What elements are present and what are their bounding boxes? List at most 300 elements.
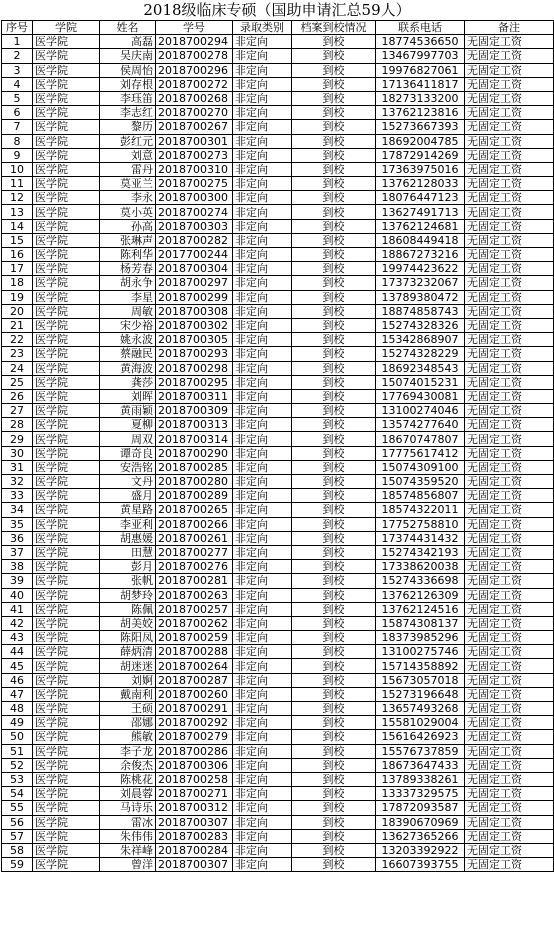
cell-college[interactable]: 医学院 bbox=[33, 191, 100, 205]
cell-name[interactable]: 刘晨蓉 bbox=[100, 787, 156, 801]
cell-college[interactable]: 医学院 bbox=[33, 730, 100, 744]
cell-admission-type[interactable]: 非定向 bbox=[233, 758, 292, 772]
cell-student-id[interactable]: 2018700298 bbox=[156, 361, 233, 375]
cell-admission-type[interactable]: 非定向 bbox=[233, 49, 292, 63]
cell-college[interactable]: 医学院 bbox=[33, 233, 100, 247]
cell-name[interactable]: 姚永波 bbox=[100, 333, 156, 347]
cell-note[interactable]: 无固定工资 bbox=[465, 517, 554, 531]
cell-name[interactable]: 朱伟伟 bbox=[100, 829, 156, 843]
cell-admission-type[interactable]: 非定向 bbox=[233, 702, 292, 716]
cell-name[interactable]: 熊敏 bbox=[100, 730, 156, 744]
cell-phone[interactable]: 15273196648 bbox=[376, 687, 465, 701]
cell-file-status[interactable]: 到校 bbox=[292, 49, 376, 63]
cell-file-status[interactable]: 到校 bbox=[292, 787, 376, 801]
cell-note[interactable]: 无固定工资 bbox=[465, 77, 554, 91]
cell-seq[interactable]: 28 bbox=[2, 418, 33, 432]
cell-college[interactable]: 医学院 bbox=[33, 758, 100, 772]
cell-student-id[interactable]: 2018700259 bbox=[156, 631, 233, 645]
cell-file-status[interactable]: 到校 bbox=[292, 219, 376, 233]
cell-note[interactable]: 无固定工资 bbox=[465, 120, 554, 134]
cell-note[interactable]: 无固定工资 bbox=[465, 588, 554, 602]
cell-student-id[interactable]: 2018700309 bbox=[156, 404, 233, 418]
cell-phone[interactable]: 13337329575 bbox=[376, 787, 465, 801]
cell-seq[interactable]: 6 bbox=[2, 106, 33, 120]
cell-admission-type[interactable]: 非定向 bbox=[233, 616, 292, 630]
cell-seq[interactable]: 38 bbox=[2, 560, 33, 574]
cell-note[interactable]: 无固定工资 bbox=[465, 262, 554, 276]
cell-file-status[interactable]: 到校 bbox=[292, 531, 376, 545]
cell-student-id[interactable]: 2018700282 bbox=[156, 233, 233, 247]
cell-admission-type[interactable]: 非定向 bbox=[233, 162, 292, 176]
cell-note[interactable]: 无固定工资 bbox=[465, 389, 554, 403]
cell-file-status[interactable]: 到校 bbox=[292, 177, 376, 191]
cell-college[interactable]: 医学院 bbox=[33, 276, 100, 290]
cell-admission-type[interactable]: 非定向 bbox=[233, 347, 292, 361]
cell-admission-type[interactable]: 非定向 bbox=[233, 446, 292, 460]
cell-note[interactable]: 无固定工资 bbox=[465, 106, 554, 120]
cell-student-id[interactable]: 2018700314 bbox=[156, 432, 233, 446]
cell-file-status[interactable]: 到校 bbox=[292, 702, 376, 716]
cell-seq[interactable]: 12 bbox=[2, 191, 33, 205]
cell-name[interactable]: 胡惠媛 bbox=[100, 531, 156, 545]
cell-admission-type[interactable]: 非定向 bbox=[233, 177, 292, 191]
cell-note[interactable]: 无固定工资 bbox=[465, 659, 554, 673]
cell-phone[interactable]: 18692004785 bbox=[376, 134, 465, 148]
cell-phone[interactable]: 13762128033 bbox=[376, 177, 465, 191]
cell-phone[interactable]: 19976827061 bbox=[376, 63, 465, 77]
cell-phone[interactable]: 15074359520 bbox=[376, 475, 465, 489]
cell-phone[interactable]: 15274328229 bbox=[376, 347, 465, 361]
cell-seq[interactable]: 57 bbox=[2, 829, 33, 843]
cell-student-id[interactable]: 2018700265 bbox=[156, 503, 233, 517]
cell-note[interactable]: 无固定工资 bbox=[465, 304, 554, 318]
cell-admission-type[interactable]: 非定向 bbox=[233, 858, 292, 872]
cell-file-status[interactable]: 到校 bbox=[292, 432, 376, 446]
cell-file-status[interactable]: 到校 bbox=[292, 233, 376, 247]
cell-college[interactable]: 医学院 bbox=[33, 106, 100, 120]
cell-admission-type[interactable]: 非定向 bbox=[233, 120, 292, 134]
cell-name[interactable]: 王硕 bbox=[100, 702, 156, 716]
cell-note[interactable]: 无固定工资 bbox=[465, 602, 554, 616]
cell-file-status[interactable]: 到校 bbox=[292, 418, 376, 432]
cell-student-id[interactable]: 2018700278 bbox=[156, 49, 233, 63]
cell-seq[interactable]: 59 bbox=[2, 858, 33, 872]
cell-note[interactable]: 无固定工资 bbox=[465, 843, 554, 857]
cell-file-status[interactable]: 到校 bbox=[292, 446, 376, 460]
cell-phone[interactable]: 13762124681 bbox=[376, 219, 465, 233]
cell-college[interactable]: 医学院 bbox=[33, 475, 100, 489]
cell-phone[interactable]: 17136411817 bbox=[376, 77, 465, 91]
cell-student-id[interactable]: 2018700272 bbox=[156, 77, 233, 91]
cell-admission-type[interactable]: 非定向 bbox=[233, 91, 292, 105]
cell-admission-type[interactable]: 非定向 bbox=[233, 503, 292, 517]
cell-phone[interactable]: 13762126309 bbox=[376, 588, 465, 602]
cell-name[interactable]: 田慧 bbox=[100, 545, 156, 559]
cell-file-status[interactable]: 到校 bbox=[292, 858, 376, 872]
cell-note[interactable]: 无固定工资 bbox=[465, 744, 554, 758]
cell-college[interactable]: 医学院 bbox=[33, 503, 100, 517]
cell-admission-type[interactable]: 非定向 bbox=[233, 531, 292, 545]
cell-file-status[interactable]: 到校 bbox=[292, 545, 376, 559]
cell-file-status[interactable]: 到校 bbox=[292, 262, 376, 276]
cell-note[interactable]: 无固定工资 bbox=[465, 560, 554, 574]
cell-name[interactable]: 陈佩 bbox=[100, 602, 156, 616]
cell-name[interactable]: 安浩铭 bbox=[100, 460, 156, 474]
cell-phone[interactable]: 15616426923 bbox=[376, 730, 465, 744]
cell-seq[interactable]: 48 bbox=[2, 702, 33, 716]
cell-college[interactable]: 医学院 bbox=[33, 545, 100, 559]
header-phone[interactable]: 联系电话 bbox=[376, 21, 465, 35]
cell-note[interactable]: 无固定工资 bbox=[465, 233, 554, 247]
cell-file-status[interactable]: 到校 bbox=[292, 517, 376, 531]
cell-phone[interactable]: 18670747807 bbox=[376, 432, 465, 446]
cell-admission-type[interactable]: 非定向 bbox=[233, 772, 292, 786]
cell-phone[interactable]: 15581029004 bbox=[376, 716, 465, 730]
cell-college[interactable]: 医学院 bbox=[33, 460, 100, 474]
cell-college[interactable]: 医学院 bbox=[33, 134, 100, 148]
cell-college[interactable]: 医学院 bbox=[33, 361, 100, 375]
cell-file-status[interactable]: 到校 bbox=[292, 63, 376, 77]
cell-note[interactable]: 无固定工资 bbox=[465, 772, 554, 786]
cell-note[interactable]: 无固定工资 bbox=[465, 375, 554, 389]
cell-admission-type[interactable]: 非定向 bbox=[233, 602, 292, 616]
cell-college[interactable]: 医学院 bbox=[33, 489, 100, 503]
cell-phone[interactable]: 13467997703 bbox=[376, 49, 465, 63]
cell-admission-type[interactable]: 非定向 bbox=[233, 205, 292, 219]
cell-file-status[interactable]: 到校 bbox=[292, 631, 376, 645]
cell-college[interactable]: 医学院 bbox=[33, 262, 100, 276]
cell-college[interactable]: 医学院 bbox=[33, 120, 100, 134]
cell-file-status[interactable]: 到校 bbox=[292, 574, 376, 588]
cell-admission-type[interactable]: 非定向 bbox=[233, 233, 292, 247]
cell-admission-type[interactable]: 非定向 bbox=[233, 219, 292, 233]
cell-file-status[interactable]: 到校 bbox=[292, 687, 376, 701]
cell-name[interactable]: 李子龙 bbox=[100, 744, 156, 758]
cell-seq[interactable]: 15 bbox=[2, 233, 33, 247]
cell-phone[interactable]: 17363975016 bbox=[376, 162, 465, 176]
cell-phone[interactable]: 15274336698 bbox=[376, 574, 465, 588]
cell-admission-type[interactable]: 非定向 bbox=[233, 545, 292, 559]
cell-file-status[interactable]: 到校 bbox=[292, 276, 376, 290]
cell-phone[interactable]: 18608449418 bbox=[376, 233, 465, 247]
cell-college[interactable]: 医学院 bbox=[33, 843, 100, 857]
cell-note[interactable]: 无固定工资 bbox=[465, 404, 554, 418]
cell-phone[interactable]: 15576737859 bbox=[376, 744, 465, 758]
cell-student-id[interactable]: 2018700266 bbox=[156, 517, 233, 531]
cell-student-id[interactable]: 2018700301 bbox=[156, 134, 233, 148]
cell-seq[interactable]: 9 bbox=[2, 148, 33, 162]
cell-phone[interactable]: 13100275746 bbox=[376, 645, 465, 659]
cell-student-id[interactable]: 2018700277 bbox=[156, 545, 233, 559]
cell-seq[interactable]: 10 bbox=[2, 162, 33, 176]
cell-seq[interactable]: 29 bbox=[2, 432, 33, 446]
cell-admission-type[interactable]: 非定向 bbox=[233, 304, 292, 318]
cell-admission-type[interactable]: 非定向 bbox=[233, 276, 292, 290]
cell-name[interactable]: 刘婀 bbox=[100, 673, 156, 687]
cell-file-status[interactable]: 到校 bbox=[292, 361, 376, 375]
cell-note[interactable]: 无固定工资 bbox=[465, 645, 554, 659]
cell-seq[interactable]: 47 bbox=[2, 687, 33, 701]
cell-college[interactable]: 医学院 bbox=[33, 446, 100, 460]
cell-file-status[interactable]: 到校 bbox=[292, 602, 376, 616]
cell-seq[interactable]: 5 bbox=[2, 91, 33, 105]
cell-college[interactable]: 医学院 bbox=[33, 290, 100, 304]
cell-phone[interactable]: 17872914269 bbox=[376, 148, 465, 162]
cell-file-status[interactable]: 到校 bbox=[292, 248, 376, 262]
cell-name[interactable]: 宋少裕 bbox=[100, 318, 156, 332]
cell-admission-type[interactable]: 非定向 bbox=[233, 517, 292, 531]
cell-seq[interactable]: 31 bbox=[2, 460, 33, 474]
cell-note[interactable]: 无固定工资 bbox=[465, 219, 554, 233]
cell-file-status[interactable]: 到校 bbox=[292, 106, 376, 120]
cell-seq[interactable]: 8 bbox=[2, 134, 33, 148]
cell-seq[interactable]: 19 bbox=[2, 290, 33, 304]
cell-college[interactable]: 医学院 bbox=[33, 574, 100, 588]
cell-file-status[interactable]: 到校 bbox=[292, 815, 376, 829]
cell-file-status[interactable]: 到校 bbox=[292, 716, 376, 730]
cell-college[interactable]: 医学院 bbox=[33, 248, 100, 262]
cell-name[interactable]: 陈利华 bbox=[100, 248, 156, 262]
cell-student-id[interactable]: 2018700264 bbox=[156, 659, 233, 673]
cell-student-id[interactable]: 2018700271 bbox=[156, 787, 233, 801]
cell-phone[interactable]: 13627365266 bbox=[376, 829, 465, 843]
cell-seq[interactable]: 40 bbox=[2, 588, 33, 602]
cell-file-status[interactable]: 到校 bbox=[292, 659, 376, 673]
cell-seq[interactable]: 53 bbox=[2, 772, 33, 786]
cell-student-id[interactable]: 2018700303 bbox=[156, 219, 233, 233]
cell-seq[interactable]: 33 bbox=[2, 489, 33, 503]
cell-note[interactable]: 无固定工资 bbox=[465, 829, 554, 843]
cell-file-status[interactable]: 到校 bbox=[292, 162, 376, 176]
cell-note[interactable]: 无固定工资 bbox=[465, 134, 554, 148]
cell-student-id[interactable]: 2018700257 bbox=[156, 602, 233, 616]
cell-college[interactable]: 医学院 bbox=[33, 517, 100, 531]
cell-student-id[interactable]: 2018700286 bbox=[156, 744, 233, 758]
cell-college[interactable]: 医学院 bbox=[33, 702, 100, 716]
cell-file-status[interactable]: 到校 bbox=[292, 148, 376, 162]
cell-name[interactable]: 雷丹 bbox=[100, 162, 156, 176]
cell-file-status[interactable]: 到校 bbox=[292, 290, 376, 304]
cell-admission-type[interactable]: 非定向 bbox=[233, 801, 292, 815]
cell-college[interactable]: 医学院 bbox=[33, 673, 100, 687]
cell-file-status[interactable]: 到校 bbox=[292, 489, 376, 503]
cell-file-status[interactable]: 到校 bbox=[292, 730, 376, 744]
cell-seq[interactable]: 3 bbox=[2, 63, 33, 77]
cell-admission-type[interactable]: 非定向 bbox=[233, 77, 292, 91]
cell-seq[interactable]: 16 bbox=[2, 248, 33, 262]
cell-admission-type[interactable]: 非定向 bbox=[233, 361, 292, 375]
cell-student-id[interactable]: 2018700308 bbox=[156, 304, 233, 318]
cell-note[interactable]: 无固定工资 bbox=[465, 687, 554, 701]
cell-admission-type[interactable]: 非定向 bbox=[233, 489, 292, 503]
cell-name[interactable]: 龚莎 bbox=[100, 375, 156, 389]
cell-student-id[interactable]: 2018700289 bbox=[156, 489, 233, 503]
cell-name[interactable]: 黄海波 bbox=[100, 361, 156, 375]
cell-file-status[interactable]: 到校 bbox=[292, 560, 376, 574]
cell-seq[interactable]: 22 bbox=[2, 333, 33, 347]
cell-note[interactable]: 无固定工资 bbox=[465, 91, 554, 105]
cell-phone[interactable]: 15673057018 bbox=[376, 673, 465, 687]
cell-student-id[interactable]: 2018700276 bbox=[156, 560, 233, 574]
cell-admission-type[interactable]: 非定向 bbox=[233, 560, 292, 574]
cell-name[interactable]: 刘意 bbox=[100, 148, 156, 162]
cell-note[interactable]: 无固定工资 bbox=[465, 460, 554, 474]
cell-admission-type[interactable]: 非定向 bbox=[233, 687, 292, 701]
cell-college[interactable]: 医学院 bbox=[33, 404, 100, 418]
cell-admission-type[interactable]: 非定向 bbox=[233, 787, 292, 801]
cell-seq[interactable]: 49 bbox=[2, 716, 33, 730]
cell-college[interactable]: 医学院 bbox=[33, 77, 100, 91]
cell-note[interactable]: 无固定工资 bbox=[465, 574, 554, 588]
cell-file-status[interactable]: 到校 bbox=[292, 35, 376, 49]
cell-student-id[interactable]: 2018700288 bbox=[156, 645, 233, 659]
cell-college[interactable]: 医学院 bbox=[33, 148, 100, 162]
cell-student-id[interactable]: 2018700273 bbox=[156, 148, 233, 162]
cell-note[interactable]: 无固定工资 bbox=[465, 276, 554, 290]
cell-student-id[interactable]: 2018700279 bbox=[156, 730, 233, 744]
cell-seq[interactable]: 55 bbox=[2, 801, 33, 815]
cell-name[interactable]: 文丹 bbox=[100, 475, 156, 489]
cell-note[interactable]: 无固定工资 bbox=[465, 35, 554, 49]
cell-name[interactable]: 彭红元 bbox=[100, 134, 156, 148]
cell-seq[interactable]: 23 bbox=[2, 347, 33, 361]
cell-file-status[interactable]: 到校 bbox=[292, 645, 376, 659]
cell-admission-type[interactable]: 非定向 bbox=[233, 716, 292, 730]
cell-phone[interactable]: 17872093587 bbox=[376, 801, 465, 815]
cell-name[interactable]: 刘存根 bbox=[100, 77, 156, 91]
cell-note[interactable]: 无固定工资 bbox=[465, 815, 554, 829]
cell-file-status[interactable]: 到校 bbox=[292, 673, 376, 687]
cell-name[interactable]: 侯周怡 bbox=[100, 63, 156, 77]
cell-student-id[interactable]: 2018700261 bbox=[156, 531, 233, 545]
cell-seq[interactable]: 54 bbox=[2, 787, 33, 801]
cell-file-status[interactable]: 到校 bbox=[292, 503, 376, 517]
cell-admission-type[interactable]: 非定向 bbox=[233, 375, 292, 389]
cell-note[interactable]: 无固定工资 bbox=[465, 531, 554, 545]
cell-admission-type[interactable]: 非定向 bbox=[233, 148, 292, 162]
cell-student-id[interactable]: 2018700287 bbox=[156, 673, 233, 687]
cell-seq[interactable]: 24 bbox=[2, 361, 33, 375]
cell-note[interactable]: 无固定工资 bbox=[465, 418, 554, 432]
cell-name[interactable]: 彭月 bbox=[100, 560, 156, 574]
cell-admission-type[interactable]: 非定向 bbox=[233, 63, 292, 77]
cell-name[interactable]: 胡永争 bbox=[100, 276, 156, 290]
cell-college[interactable]: 医学院 bbox=[33, 375, 100, 389]
cell-admission-type[interactable]: 非定向 bbox=[233, 631, 292, 645]
cell-note[interactable]: 无固定工资 bbox=[465, 503, 554, 517]
cell-seq[interactable]: 21 bbox=[2, 318, 33, 332]
cell-phone[interactable]: 15074015231 bbox=[376, 375, 465, 389]
cell-name[interactable]: 邵娜 bbox=[100, 716, 156, 730]
cell-seq[interactable]: 44 bbox=[2, 645, 33, 659]
cell-college[interactable]: 医学院 bbox=[33, 432, 100, 446]
cell-seq[interactable]: 34 bbox=[2, 503, 33, 517]
cell-name[interactable]: 朱祥峰 bbox=[100, 843, 156, 857]
cell-admission-type[interactable]: 非定向 bbox=[233, 815, 292, 829]
cell-name[interactable]: 谭奇良 bbox=[100, 446, 156, 460]
cell-phone[interactable]: 18673647433 bbox=[376, 758, 465, 772]
cell-student-id[interactable]: 2018700305 bbox=[156, 333, 233, 347]
cell-note[interactable]: 无固定工资 bbox=[465, 758, 554, 772]
cell-note[interactable]: 无固定工资 bbox=[465, 787, 554, 801]
cell-student-id[interactable]: 2018700313 bbox=[156, 418, 233, 432]
cell-phone[interactable]: 17374431432 bbox=[376, 531, 465, 545]
cell-name[interactable]: 吴庆南 bbox=[100, 49, 156, 63]
cell-admission-type[interactable]: 非定向 bbox=[233, 134, 292, 148]
cell-seq[interactable]: 50 bbox=[2, 730, 33, 744]
cell-college[interactable]: 医学院 bbox=[33, 858, 100, 872]
header-student-id[interactable]: 学号 bbox=[156, 21, 233, 35]
cell-note[interactable]: 无固定工资 bbox=[465, 177, 554, 191]
cell-college[interactable]: 医学院 bbox=[33, 631, 100, 645]
cell-seq[interactable]: 46 bbox=[2, 673, 33, 687]
cell-phone[interactable]: 15342868907 bbox=[376, 333, 465, 347]
cell-college[interactable]: 医学院 bbox=[33, 815, 100, 829]
cell-name[interactable]: 蔡融民 bbox=[100, 347, 156, 361]
cell-file-status[interactable]: 到校 bbox=[292, 616, 376, 630]
cell-phone[interactable]: 15074309100 bbox=[376, 460, 465, 474]
cell-admission-type[interactable]: 非定向 bbox=[233, 191, 292, 205]
cell-phone[interactable]: 13789380472 bbox=[376, 290, 465, 304]
cell-student-id[interactable]: 2018700283 bbox=[156, 829, 233, 843]
cell-file-status[interactable]: 到校 bbox=[292, 404, 376, 418]
cell-note[interactable]: 无固定工资 bbox=[465, 191, 554, 205]
cell-college[interactable]: 医学院 bbox=[33, 35, 100, 49]
cell-file-status[interactable]: 到校 bbox=[292, 120, 376, 134]
cell-phone[interactable]: 19974423622 bbox=[376, 262, 465, 276]
cell-note[interactable]: 无固定工资 bbox=[465, 475, 554, 489]
cell-student-id[interactable]: 2018700275 bbox=[156, 177, 233, 191]
cell-name[interactable]: 李珏笛 bbox=[100, 91, 156, 105]
cell-note[interactable]: 无固定工资 bbox=[465, 446, 554, 460]
cell-student-id[interactable]: 2018700302 bbox=[156, 318, 233, 332]
cell-student-id[interactable]: 2018700307 bbox=[156, 815, 233, 829]
cell-note[interactable]: 无固定工资 bbox=[465, 489, 554, 503]
cell-file-status[interactable]: 到校 bbox=[292, 134, 376, 148]
cell-name[interactable]: 曾洋 bbox=[100, 858, 156, 872]
cell-student-id[interactable]: 2018700294 bbox=[156, 35, 233, 49]
cell-college[interactable]: 医学院 bbox=[33, 304, 100, 318]
cell-admission-type[interactable]: 非定向 bbox=[233, 389, 292, 403]
cell-file-status[interactable]: 到校 bbox=[292, 588, 376, 602]
cell-name[interactable]: 雷冰 bbox=[100, 815, 156, 829]
cell-seq[interactable]: 2 bbox=[2, 49, 33, 63]
cell-phone[interactable]: 18373985296 bbox=[376, 631, 465, 645]
cell-seq[interactable]: 11 bbox=[2, 177, 33, 191]
cell-admission-type[interactable]: 非定向 bbox=[233, 404, 292, 418]
cell-college[interactable]: 医学院 bbox=[33, 162, 100, 176]
cell-file-status[interactable]: 到校 bbox=[292, 475, 376, 489]
cell-name[interactable]: 孙高 bbox=[100, 219, 156, 233]
cell-phone[interactable]: 18273133200 bbox=[376, 91, 465, 105]
cell-seq[interactable]: 41 bbox=[2, 602, 33, 616]
cell-seq[interactable]: 42 bbox=[2, 616, 33, 630]
cell-name[interactable]: 高磊 bbox=[100, 35, 156, 49]
cell-name[interactable]: 陈阳凤 bbox=[100, 631, 156, 645]
cell-seq[interactable]: 37 bbox=[2, 545, 33, 559]
header-name[interactable]: 姓名 bbox=[100, 21, 156, 35]
cell-file-status[interactable]: 到校 bbox=[292, 375, 376, 389]
cell-college[interactable]: 医学院 bbox=[33, 49, 100, 63]
cell-college[interactable]: 医学院 bbox=[33, 602, 100, 616]
cell-admission-type[interactable]: 非定向 bbox=[233, 290, 292, 304]
cell-admission-type[interactable]: 非定向 bbox=[233, 35, 292, 49]
cell-college[interactable]: 医学院 bbox=[33, 347, 100, 361]
cell-file-status[interactable]: 到校 bbox=[292, 347, 376, 361]
cell-file-status[interactable]: 到校 bbox=[292, 389, 376, 403]
cell-name[interactable]: 周双 bbox=[100, 432, 156, 446]
cell-name[interactable]: 余俊杰 bbox=[100, 758, 156, 772]
